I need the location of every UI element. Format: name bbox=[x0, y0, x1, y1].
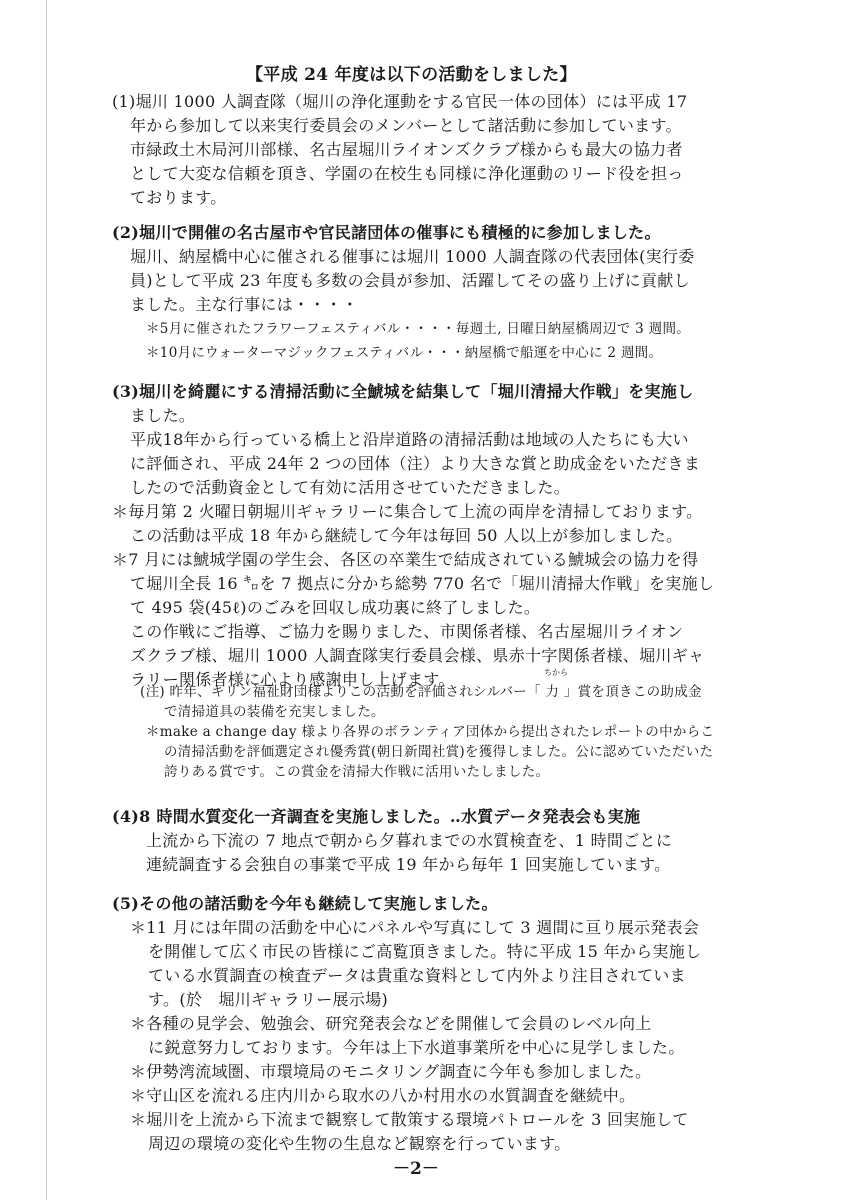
section3-line-3: したので活動資金として有効に活用させていただきました。 bbox=[130, 478, 571, 497]
section5-heading: (5)その他の諸活動を今年も継続して実施しました。 bbox=[112, 894, 498, 913]
section3-line-11: ラリー関係者様に心より感謝申し上げます。 bbox=[130, 670, 455, 689]
section4-line-1: 上流から下流の 7 地点で朝から夕暮れまでの水質検査を、1 時間ごとに bbox=[146, 831, 673, 850]
section3-line-10: ズクラブ様、堀川 1000 人調査隊実行委員会様、県赤十字関係者様、堀川ギャ bbox=[130, 646, 705, 665]
section2-event-2: ＊10月にウォーターマジックフェスティバル・・・納屋橋で船運を中心に 2 週間。 bbox=[146, 345, 663, 361]
section3-heading-line-2: ました。 bbox=[130, 406, 196, 425]
section2-event-1: ＊5月に催されたフラワーフェスティバル・・・・毎週土, 日曜日納屋橋周辺で 3 週間。 bbox=[146, 321, 691, 337]
section5-line-6: に鋭意努力しております。今年は上下水道事業所を中心に見学しました。 bbox=[148, 1038, 685, 1057]
section3-line-4: ＊毎月第 2 火曜日朝堀川ギャラリーに集合して上流の両岸を清掃しております。 bbox=[112, 502, 703, 521]
section3-line-9: この作戦にご指導、ご協力を賜りました、市関係者様、名古屋堀川ライオン bbox=[130, 622, 684, 641]
section3-line-2: に評価され、平成 24年 2 つの団体（注）より大きな賞と助成金をいただきま bbox=[130, 454, 701, 473]
section3-line-6: ＊7 月には鯱城学園の学生会、各区の卒業生で結成されている鯱城会の協力を得 bbox=[112, 550, 699, 569]
ruby-chikara: ちから bbox=[544, 668, 568, 677]
page-edge-rule bbox=[46, 0, 47, 1200]
section5-line-5: ＊各種の見学会、勉強会、研究発表会などを開催して会員のレベル向上 bbox=[130, 1014, 652, 1033]
section1-line-2: 年から参加して以来実行委員会のメンバーとして諸活動に参加しています。 bbox=[130, 116, 682, 135]
section3-note-4: の清掃活動を評価選定され優秀賞(朝日新聞社賞)を獲得しました。公に認めていただいた bbox=[164, 744, 714, 760]
section5-line-4: す。(於 堀川ギャラリー展示場) bbox=[148, 990, 389, 1009]
section3-line-1: 平成18年から行っている橋上と沿岸道路の清掃活動は地域の人たちにも大い bbox=[130, 430, 689, 449]
section3-note-3: ＊make a change day 様より各界のボランティア団体から提出されたレポートの中からこ bbox=[146, 724, 715, 740]
section3-note-5: 誇りある賞です。この賞金を清掃大作戦に活用いたしました。 bbox=[164, 764, 550, 780]
section3-line-5: この活動は平成 18 年から継続して今年は毎回 50 人以上が参加しました。 bbox=[130, 526, 683, 545]
section2-line-2: 員)として平成 23 年度も多数の会員が参加、活躍してその盛り上げに貢献し bbox=[130, 271, 690, 290]
section1-line-3: 市緑政土木局河川部様、名古屋堀川ライオンズクラブ様からも最大の協力者 bbox=[130, 140, 683, 159]
page-title: 【平成 24 年度は以下の活動をしました】 bbox=[246, 65, 577, 85]
section5-line-7: ＊伊勢湾流域圏、市環境局のモニタリング調査に今年も参加しました。 bbox=[130, 1062, 652, 1081]
section1-line-1: (1)堀川 1000 人調査隊（堀川の浄化運動をする官民一体の団体）には平成 17 bbox=[112, 92, 688, 111]
section2-line-3: ました。主な行事には・・・・ bbox=[130, 295, 359, 314]
page-number: －2－ bbox=[393, 1159, 439, 1179]
section5-line-1: ＊11 月には年間の活動を中心にパネルや写真にして 3 週間に亘り展示発表会 bbox=[130, 918, 700, 937]
section5-line-2: を開催して広く市民の皆様にご高覧頂きました。特に平成 15 年から実施し bbox=[148, 942, 702, 961]
section3-heading-line-1: (3)堀川を綺麗にする清掃活動に全鯱城を結集して「堀川清掃大作戦」を実施し bbox=[112, 382, 694, 401]
section2-heading: (2)堀川で開催の名古屋市や官民諸団体の催事にも積極的に参加しました。 bbox=[112, 223, 661, 242]
section3-note-2: で清掃道具の装備を充実しました。 bbox=[164, 704, 385, 720]
section1-line-4: として大変な信頼を頂き、学園の在校生も同様に浄化運動のリード役を担っ bbox=[130, 164, 684, 183]
section4-line-2: 連続調査する会独自の事業で平成 19 年から毎年 1 回実施しています。 bbox=[146, 855, 671, 874]
section3-note-1: (注) 昨年、キリン福祉財団様よりこの活動を評価されシルバー「 力 」賞を頂きこの助成金 bbox=[140, 684, 702, 700]
section5-line-8: ＊守山区を流れる庄内川から取水の八か村用水の水質調査を継続中。 bbox=[130, 1086, 636, 1105]
section5-line-3: ている水質調査の検査データは貴重な資料として内外より注目されていま bbox=[148, 966, 686, 985]
section2-line-1: 堀川、納屋橋中心に催される催事には堀川 1000 人調査隊の代表団体(実行委 bbox=[130, 247, 695, 266]
section4-heading: (4)8 時間水質変化一斉調査を実施しました。‥水質データ発表会も実施 bbox=[112, 807, 641, 826]
section5-line-9: ＊堀川を上流から下流まで観察して散策する環境パトロールを 3 回実施して bbox=[130, 1110, 689, 1129]
section3-line-8: て 495 袋(45ℓ)のごみを回収し成功裏に終了しました。 bbox=[130, 598, 541, 617]
section5-line-10: 周辺の環境の変化や生物の生息など観察を行っています。 bbox=[148, 1134, 571, 1153]
section1-line-5: ております。 bbox=[130, 188, 227, 207]
section3-line-7: て堀川全長 16 ㌔を 7 拠点に分かち総勢 770 名で「堀川清掃大作戦」を実施し bbox=[130, 574, 715, 593]
